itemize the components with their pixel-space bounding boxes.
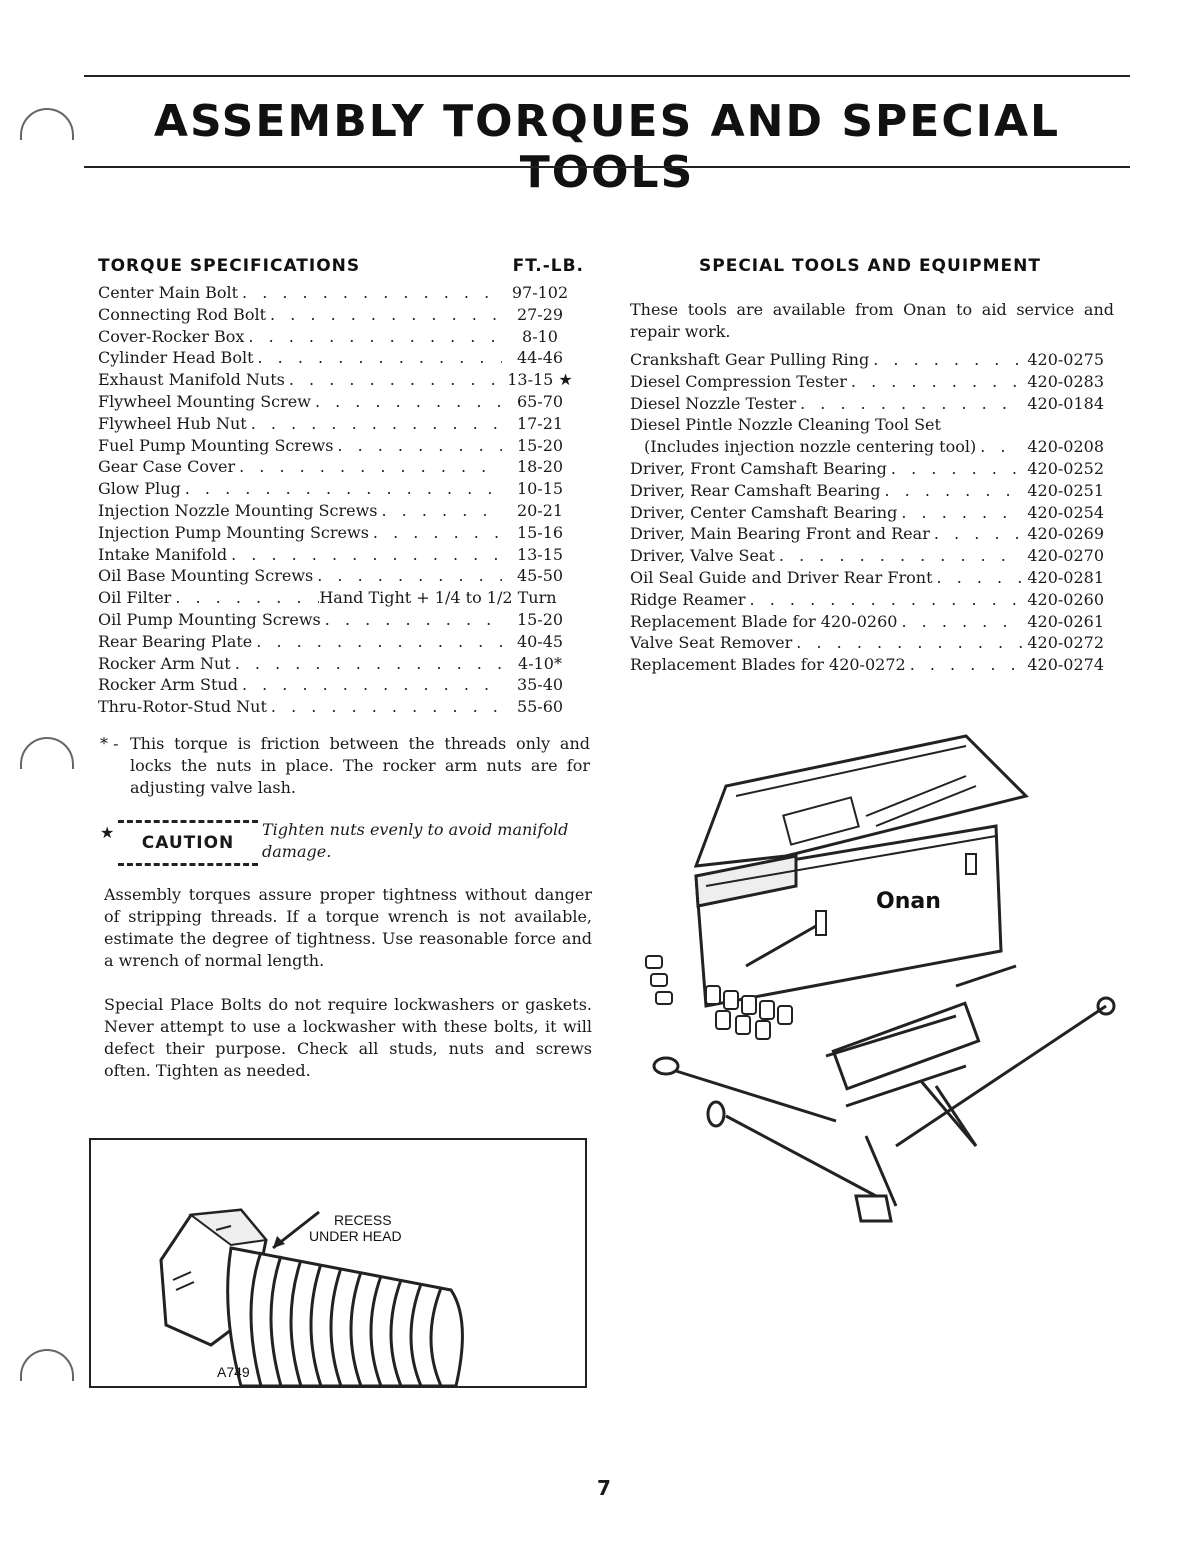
dot-leader	[847, 372, 1022, 391]
dot-leader	[897, 503, 1022, 522]
special-tools-heading: SPECIAL TOOLS AND EQUIPMENT	[699, 256, 1041, 276]
torque-row-value: 44-46	[516, 348, 564, 368]
torque-row	[98, 566, 578, 588]
tool-row-label: Crankshaft Gear Pulling Ring	[630, 350, 870, 369]
binder-hole-mark	[20, 108, 74, 140]
tool-row-label: Valve Seat Remover	[630, 633, 793, 653]
tool-row-label: Ridge Reamer	[630, 589, 746, 609]
tool-row-value: 420-0208	[1027, 437, 1104, 457]
onan-toolbox-drawing	[636, 726, 1120, 1226]
torque-row-label: Oil Base Mounting Screws	[98, 566, 314, 586]
dot-leader	[333, 436, 502, 455]
torque-row-label: Flywheel Hub Nut	[98, 413, 247, 433]
tool-row-label: Replacement Blades for 420-0272	[630, 655, 906, 675]
torque-row-value: 45-50	[516, 566, 564, 586]
tool-row	[630, 590, 1104, 612]
torque-row	[98, 610, 578, 632]
torque-row-label: Rocker Arm Nut	[98, 653, 231, 673]
torque-row-label: Intake Manifold	[98, 544, 228, 564]
dot-leader	[231, 654, 502, 673]
torque-row	[98, 654, 578, 676]
torque-row	[98, 283, 578, 305]
torque-row-value: 65-70	[516, 391, 564, 411]
footnote-text: This torque is friction between the threads only and locks the nuts in place. The rocker arm nuts are for adjusting valve lash.	[130, 734, 590, 797]
tool-row	[630, 655, 1104, 677]
torque-row	[98, 392, 578, 414]
torque-row-value: 55-60	[516, 697, 564, 717]
torque-unit-heading: FT.-LB.	[512, 256, 584, 276]
page-title: ASSEMBLY TORQUES AND SPECIAL TOOLS	[153, 96, 1061, 198]
torque-row	[98, 327, 578, 349]
torque-row-value: Hand Tight + 1/4 to 1/2 Turn	[319, 588, 557, 608]
torque-row-value: 4-10*	[518, 653, 562, 673]
torque-row	[98, 479, 578, 501]
top-rule	[84, 75, 1130, 77]
binder-hole-mark	[20, 737, 74, 769]
torque-row-label: Center Main Bolt	[98, 283, 239, 302]
special-place-bolts-paragraph: Special Place Bolts do not require lockwashers or gaskets. Never attempt to use a lockwasher with these bolts, it will defect their purpose. Check all studs, nuts and screws often. Tighten as needed.	[104, 995, 592, 1080]
tool-row-label: Driver, Rear Camshaft Bearing	[630, 480, 881, 500]
tool-row-label: Driver, Front Camshaft Bearing	[630, 458, 887, 478]
tool-row	[630, 524, 1104, 546]
torque-row-label: Rocker Arm Stud	[98, 675, 238, 695]
toolbox-illustration	[636, 726, 1120, 1226]
tool-row	[630, 503, 1104, 525]
torque-row-value: 27-29	[516, 304, 564, 324]
tool-row-label: Driver, Center Camshaft Bearing	[630, 502, 898, 522]
torque-row-label: Gear Case Cover	[98, 457, 236, 477]
caution-star: ★	[100, 823, 115, 842]
dot-leader	[869, 350, 1022, 369]
tool-row-value: 420-0269	[1027, 524, 1104, 544]
dot-leader	[369, 523, 502, 542]
dot-leader	[906, 655, 1022, 674]
tool-row-value: 420-0251	[1027, 480, 1104, 500]
tool-row-value: 420-0260	[1027, 589, 1104, 609]
tool-row	[630, 546, 1104, 568]
tool-row-value: 420-0261	[1027, 611, 1104, 631]
torque-row	[98, 457, 578, 479]
dot-leader	[378, 501, 503, 520]
torque-row-label: Injection Nozzle Mounting Screws	[98, 500, 378, 520]
torque-row-label: Oil Filter	[98, 588, 172, 608]
tool-row-label: Replacement Blade for 420-0260	[630, 611, 898, 631]
dot-leader	[313, 566, 502, 585]
torque-row-value: 17-21	[516, 413, 564, 433]
dot-leader	[266, 305, 502, 324]
torque-row-value: 13-15 ★	[507, 370, 573, 390]
tool-row	[630, 350, 1104, 372]
torque-row	[98, 675, 578, 697]
torque-row	[98, 305, 578, 327]
dot-leader	[321, 610, 502, 629]
torque-row-label: Cover-Rocker Box	[98, 326, 245, 346]
dot-leader	[227, 545, 502, 564]
tool-row	[630, 459, 1104, 481]
tool-row-value: 420-0275	[1027, 350, 1104, 369]
tool-row-value: 420-0272	[1027, 633, 1104, 653]
torque-row	[98, 436, 578, 458]
dot-leader	[235, 457, 502, 476]
torque-row	[98, 370, 578, 392]
tool-row-value: 420-0184	[1027, 393, 1104, 413]
recess-label: RECESS	[334, 1212, 392, 1228]
tool-row	[630, 415, 1104, 437]
tool-row	[630, 394, 1104, 416]
dot-leader	[181, 479, 502, 498]
footnote-mark: * -	[100, 734, 119, 753]
tool-row	[630, 481, 1104, 503]
tool-row-value: 420-0252	[1027, 458, 1104, 478]
tool-row-label: Diesel Nozzle Tester	[630, 393, 797, 413]
torque-row-label: Flywheel Mounting Screw	[98, 391, 311, 411]
torque-row-value: 13-15	[516, 544, 564, 564]
torque-row-value: 8-10	[522, 326, 558, 346]
torque-row-label: Exhaust Manifold Nuts	[98, 370, 285, 390]
tool-row-value: 420-0274	[1027, 655, 1104, 675]
dot-leader	[887, 459, 1022, 478]
tool-row-value: 420-0254	[1027, 502, 1104, 522]
torque-footnote	[100, 733, 590, 799]
dot-leader	[244, 327, 502, 346]
tool-row-value: 420-0281	[1027, 567, 1104, 587]
torque-row	[98, 523, 578, 545]
tool-row-label: Driver, Valve Seat	[630, 546, 775, 566]
dot-leader	[880, 481, 1022, 500]
torque-row	[98, 414, 578, 436]
torque-row	[98, 545, 578, 567]
torque-row-value: 15-20	[516, 609, 564, 629]
tool-row	[630, 568, 1104, 590]
torque-row	[98, 588, 578, 610]
figure-code: A749	[217, 1364, 250, 1380]
tool-row	[630, 437, 1104, 459]
torque-row-label: Connecting Rod Bolt	[98, 304, 267, 324]
binder-hole-mark	[20, 1349, 74, 1381]
title-underline-rule	[84, 166, 1130, 168]
torque-specifications-heading	[98, 256, 584, 276]
dot-leader	[238, 283, 502, 302]
assembly-torques-paragraph: Assembly torques assure proper tightness without danger of stripping threads. If a torque wrench is not available, estimate the degree of tightness. Use reasonable force and a wrench of normal length.	[104, 885, 592, 970]
torque-row-value: 35-40	[516, 675, 564, 695]
tool-row	[630, 633, 1104, 655]
dot-leader	[746, 590, 1022, 609]
tool-row-value: 420-0270	[1027, 546, 1104, 566]
torque-row-value: 97-102	[511, 283, 569, 302]
torque-row-value: 10-15	[516, 479, 564, 499]
torque-row-label: Cylinder Head Bolt	[98, 348, 254, 368]
dot-leader	[775, 546, 1022, 565]
dot-leader	[930, 524, 1022, 543]
torque-row-label: Thru-Rotor-Stud Nut	[98, 697, 267, 717]
tool-row-value: 420-0283	[1027, 371, 1104, 391]
special-place-bolt-illustration	[91, 1140, 585, 1386]
torque-row-value: 40-45	[516, 631, 564, 651]
torque-row-value: 18-20	[516, 457, 564, 477]
dot-leader	[252, 632, 502, 651]
caution-notice	[100, 815, 590, 865]
dot-leader	[796, 394, 1022, 413]
tool-row	[630, 612, 1104, 634]
dot-leader	[247, 414, 502, 433]
dot-leader	[238, 675, 502, 694]
tool-row-label: (Includes injection nozzle centering tool)	[644, 437, 977, 457]
torque-row-value: 15-20	[516, 435, 564, 455]
torque-row-value: 15-16	[516, 522, 564, 542]
dot-leader	[311, 392, 502, 411]
torque-row	[98, 348, 578, 370]
torque-row-label: Oil Pump Mounting Screws	[98, 609, 321, 629]
dot-leader	[897, 612, 1022, 631]
torque-row	[98, 632, 578, 654]
torque-row-label: Injection Pump Mounting Screws	[98, 522, 369, 542]
dot-leader	[976, 437, 1022, 456]
dot-leader	[171, 588, 319, 607]
special-tools-list	[630, 350, 1104, 677]
tool-row-label: Oil Seal Guide and Driver Rear Front	[630, 567, 933, 587]
special-tools-intro: These tools are available from Onan to aid service and repair work.	[630, 300, 1114, 341]
tool-row-label: Driver, Main Bearing Front and Rear	[630, 524, 930, 544]
torque-row-label: Fuel Pump Mounting Screws	[98, 435, 334, 455]
dot-leader	[267, 697, 502, 716]
caution-badge: CAUTION	[118, 820, 258, 866]
dot-leader	[254, 348, 503, 367]
torque-heading-label: TORQUE SPECIFICATIONS	[98, 256, 361, 276]
tool-row	[630, 372, 1104, 394]
dot-leader	[285, 370, 502, 389]
torque-row-label: Rear Bearing Plate	[98, 631, 253, 651]
dot-leader	[792, 633, 1022, 652]
torque-row	[98, 697, 578, 719]
bolt-figure	[89, 1138, 587, 1388]
tool-row-label: Diesel Compression Tester	[630, 371, 847, 391]
dot-leader	[933, 568, 1022, 587]
torque-specifications-list	[98, 283, 578, 719]
torque-row-value: 20-21	[516, 500, 564, 520]
caution-text: Tighten nuts evenly to avoid manifold damage.	[262, 820, 569, 861]
torque-row	[98, 501, 578, 523]
toolbox-brand: Onan	[876, 889, 941, 914]
under-head-label: UNDER HEAD	[309, 1228, 402, 1244]
page-number: 7	[597, 1476, 611, 1500]
torque-row-label: Glow Plug	[98, 479, 181, 499]
tool-row-label: Diesel Pintle Nozzle Cleaning Tool Set	[630, 415, 941, 435]
